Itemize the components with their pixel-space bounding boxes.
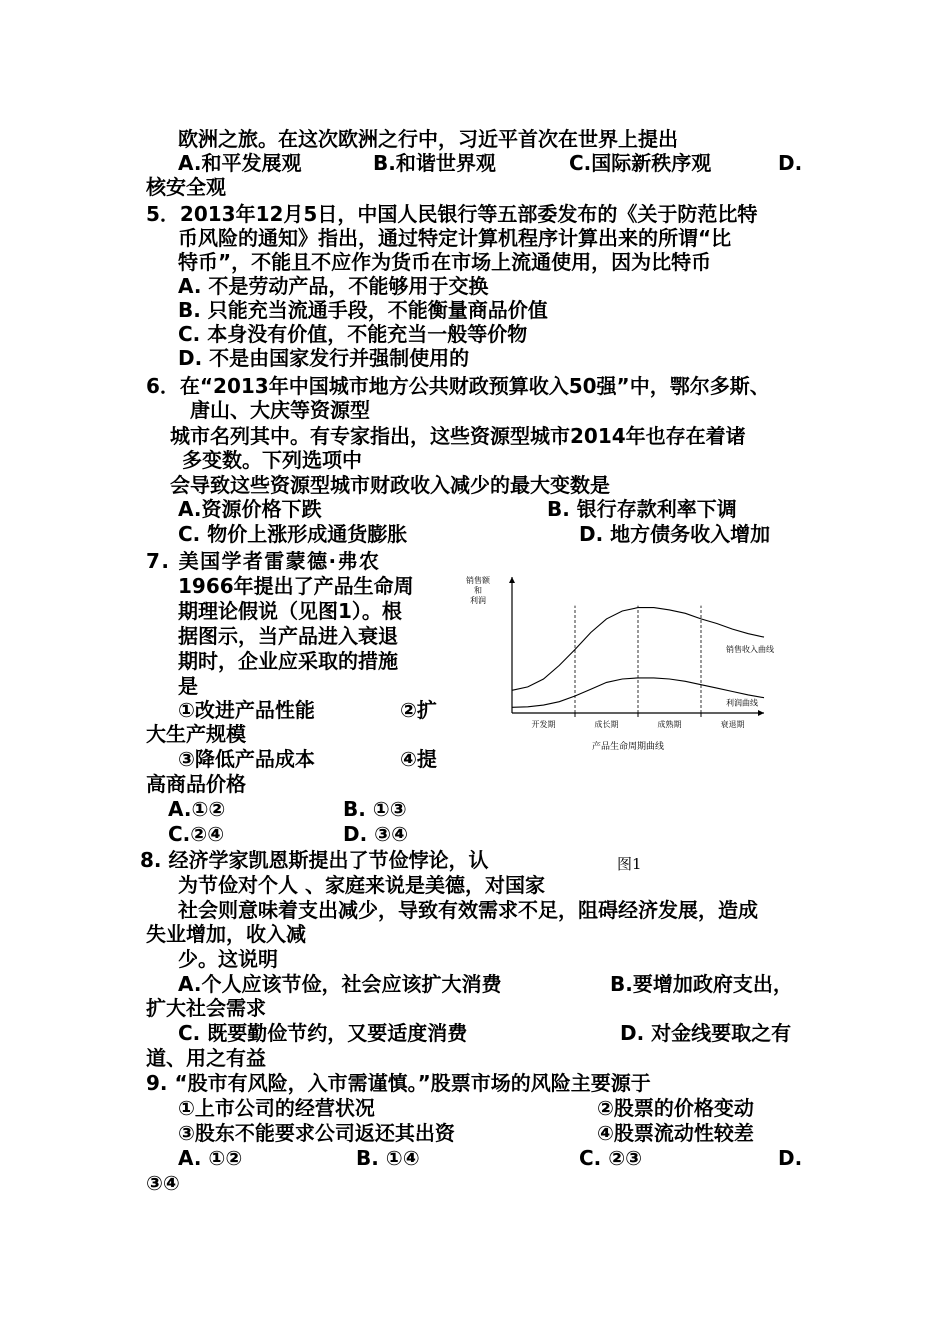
option-d: D. ③④ — [343, 822, 409, 846]
line: 核安全观 — [146, 175, 226, 199]
line: 少。这说明 — [178, 947, 278, 971]
x-tick-label: 成长期 — [594, 720, 619, 729]
line: ③④ — [146, 1171, 180, 1195]
option-c: C. 既要勤俭节约，又要适度消费 — [178, 1021, 468, 1045]
option-a: A. 不是劳动产品，不能够用于交换 — [178, 274, 489, 298]
line: 是 — [178, 674, 198, 698]
x-tick-label: 衰退期 — [720, 720, 745, 729]
option-a: A.①② — [168, 797, 226, 821]
line: 社会则意味着支出减少，导致有效需求不足，阻碍经济发展，造成 — [178, 898, 758, 922]
line: 期时，企业应采取的措施 — [178, 649, 398, 673]
option-b: B. 银行存款利率下调 — [547, 497, 737, 521]
line: 据图示，当产品进入衰退 — [178, 624, 398, 648]
choice-4: ④提 — [400, 747, 437, 771]
option-c: C. ②③ — [579, 1146, 643, 1170]
option-b: B.和谐世界观 — [373, 151, 496, 175]
question-5: 5．2013年12月5日，中国人民银行等五部委发布的《关于防范比特 — [146, 202, 758, 226]
option-d: D. 地方债务收入增加 — [579, 522, 771, 546]
line: 欧洲之旅。在这次欧洲之行中，习近平首次在世界上提出 — [178, 127, 678, 151]
series-label: 利润曲线 — [726, 698, 758, 708]
choice-1: ①改进产品性能 — [178, 698, 315, 722]
line: 为节俭对个人 、家庭来说是美德，对国家 — [178, 873, 545, 897]
x-tick-label: 成熟期 — [657, 720, 682, 729]
option-a: A. ①② — [178, 1146, 243, 1170]
choice-2: ②股票的价格变动 — [597, 1096, 754, 1120]
chart-title: 产品生命周期曲线 — [591, 742, 665, 752]
line: 扩大社会需求 — [146, 996, 266, 1020]
y-axis-label: 销售额 — [466, 576, 490, 585]
option-a: A.和平发展观 — [178, 151, 302, 175]
line: 币风险的通知》指出，通过特定计算机程序计算出来的所谓“比 — [178, 226, 732, 250]
line: 大生产规模 — [146, 722, 246, 746]
line: 唐山、大庆等资源型 — [190, 398, 370, 422]
y-axis-label: 和 — [474, 586, 482, 595]
option-b: B. 只能充当流通手段，不能衡量商品价值 — [178, 298, 548, 322]
option-c: C. 物价上涨形成通货膨胀 — [178, 522, 408, 546]
choice-4: ④股票流动性较差 — [597, 1121, 754, 1145]
line: 期理论假说（见图1）。根 — [178, 599, 402, 623]
choice-2: ②扩 — [400, 698, 437, 722]
choice-3: ③降低产品成本 — [178, 747, 315, 771]
option-a: A.资源价格下跌 — [178, 497, 322, 521]
line: 城市名列其中。有专家指出，这些资源型城市2014年也存在着诸 — [170, 424, 746, 448]
product-life-cycle-chart — [462, 565, 782, 765]
line: 特币”，不能且不应作为货币在市场上流通使用，因为比特币 — [178, 250, 712, 274]
option-d: D. 对金线要取之有 — [620, 1021, 792, 1045]
option-b: B. ①④ — [356, 1146, 420, 1170]
line: 1966年提出了产品生命周 — [178, 574, 414, 598]
option-a: A.个人应该节俭，社会应该扩大消费 — [178, 972, 502, 996]
choice-3: ③股东不能要求公司返还其出资 — [178, 1121, 455, 1145]
question-7: 7. 美国学者雷蒙德·弗农 — [146, 549, 381, 573]
question-6: 6．在“2013年中国城市地方公共财政预算收入50强”中，鄂尔多斯、 — [146, 374, 770, 398]
line: 多变数。下列选项中 — [182, 448, 362, 472]
choice-1: ①上市公司的经营状况 — [178, 1096, 375, 1120]
question-9: 9. “股市有风险，入市需谨慎。”股票市场的风险主要源于 — [146, 1071, 651, 1095]
y-axis-label: 利润 — [470, 596, 486, 605]
question-8: 8. 经济学家凯恩斯提出了节俭悖论，认 — [140, 848, 489, 872]
option-b: B.要增加政府支出， — [610, 972, 793, 996]
option-c: C.②④ — [168, 822, 225, 846]
x-tick-label: 开发期 — [531, 720, 556, 729]
y-axis-arrow — [509, 577, 515, 583]
line: 道、用之有益 — [146, 1046, 266, 1070]
series-label: 销售收入曲线 — [726, 645, 774, 655]
line: 失业增加，收入减 — [146, 922, 306, 946]
line: 会导致这些资源型城市财政收入减少的最大变数是 — [170, 473, 610, 497]
option-d: D. — [778, 151, 803, 175]
option-b: B. ①③ — [343, 797, 407, 821]
option-c: C.国际新秩序观 — [569, 151, 712, 175]
line: 高商品价格 — [146, 772, 246, 796]
option-d: D. 不是由国家发行并强制使用的 — [178, 346, 470, 370]
option-c: C. 本身没有价值，不能充当一般等价物 — [178, 322, 528, 346]
option-d: D. — [778, 1146, 803, 1170]
figure-label: 图1 — [617, 855, 642, 873]
x-axis-arrow — [758, 710, 764, 716]
